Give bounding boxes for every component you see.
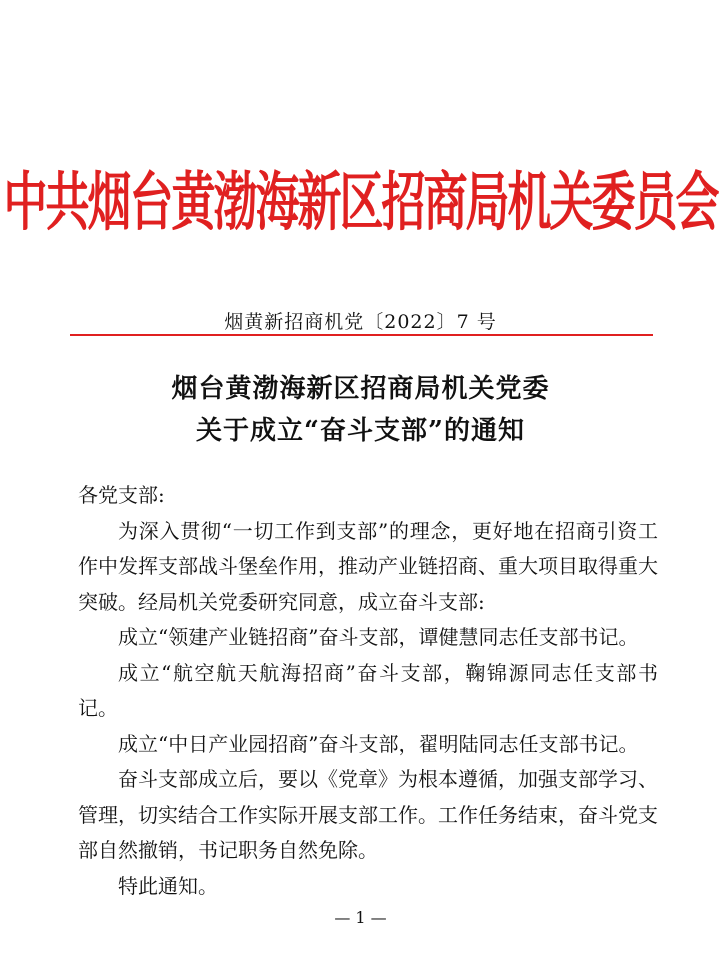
document-title-line-2: 关于成立“奋斗支部”的通知 bbox=[196, 416, 525, 446]
page-number: — 1 — bbox=[334, 908, 387, 927]
document-body bbox=[78, 478, 658, 904]
body-paragraph: 成立“领建产业链招商”奋斗支部，谭健慧同志任支部书记。 bbox=[118, 625, 639, 649]
issuing-organization-header: 中共烟台黄渤海新区招商局机关委员会 bbox=[3, 165, 718, 240]
body-paragraph: 奋斗支部成立后，要以《党章》为根本遵循，加强支部学习、管理，切实结合工作实际开展支部工作。工作任务结束，奋斗党支部自然撤销，书记职务自然免除。 bbox=[78, 767, 658, 862]
red-divider-line bbox=[70, 334, 653, 336]
body-paragraph: 成立“航空航天航海招商”奋斗支部，鞠锦源同志任支部书记。 bbox=[78, 660, 658, 720]
salutation: 各党支部: bbox=[78, 483, 165, 507]
body-paragraph: 为深入贯彻“一切工作到支部”的理念，更好地在招商引资工作中发挥支部战斗堡垒作用，推动产业链招商、重大项目取得重大突破。经局机关党委研究同意，成立奋斗支部: bbox=[78, 518, 658, 614]
closing-remark: 特此通知。 bbox=[118, 873, 218, 898]
document-title-line-1: 烟台黄渤海新区招商局机关党委 bbox=[171, 374, 550, 404]
document-number: 烟黄新招商机党〔2022〕7 号 bbox=[224, 311, 497, 333]
body-paragraph: 成立“中日产业园招商”奋斗支部，翟明陆同志任支部书记。 bbox=[118, 731, 639, 756]
